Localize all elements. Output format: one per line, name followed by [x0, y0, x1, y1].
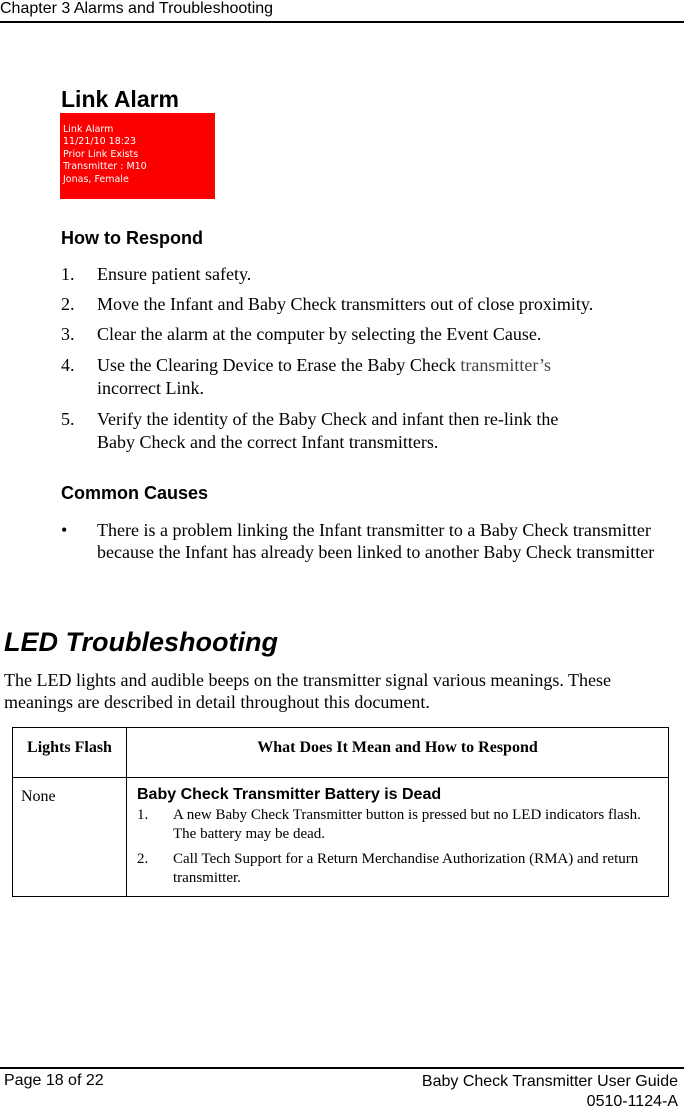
doc-number: 0510-1124-A	[586, 1093, 678, 1110]
alarm-line: 11/21/10 18:23	[63, 136, 137, 148]
table-header-row	[13, 728, 669, 778]
lights-cell: None	[13, 778, 127, 897]
header-rule	[0, 21, 684, 23]
step-number: 2.	[61, 294, 75, 314]
column-header-lights: Lights Flash	[13, 728, 127, 778]
response-step	[137, 806, 660, 844]
step-number: 4.	[61, 355, 75, 375]
step-text-gray: transmitter’s	[460, 355, 552, 375]
step-number: 1.	[137, 807, 149, 823]
step-text: Verify the identity of the Baby Check and infant then re-link the	[97, 409, 559, 429]
how-to-respond-heading: How to Respond	[61, 228, 203, 248]
step-text	[97, 354, 551, 376]
response-step	[137, 850, 660, 888]
response-cell	[127, 778, 669, 897]
step-text: A new Baby Check Transmitter button is pressed but no LED indicators flash. The battery may be dead.	[173, 807, 641, 842]
led-intro-text: The LED lights and audible beeps on the transmitter signal various meanings. These meanings are described in detail throughout this document.	[4, 670, 612, 712]
bullet-icon: •	[61, 520, 68, 540]
step-text: Clear the alarm at the computer by selecting the Event Cause.	[97, 324, 542, 344]
step-number: 1.	[61, 264, 75, 284]
chapter-header: Chapter 3 Alarms and Troubleshooting	[0, 0, 274, 17]
column-header-meaning: What Does It Mean and How to Respond	[127, 728, 669, 778]
step-number: 5.	[61, 409, 75, 429]
led-troubleshooting-heading: LED Troubleshooting	[4, 627, 278, 657]
cause-text: There is a problem linking the Infant transmitter to a Baby Check transmitter because the Infant has already been linked to another Baby Check transmitter	[97, 520, 655, 562]
step-number: 3.	[61, 324, 75, 344]
footer-rule	[0, 1067, 684, 1069]
link-alarm-screen	[60, 113, 215, 199]
response-title: Baby Check Transmitter Battery is Dead	[137, 786, 442, 803]
step-text: Call Tech Support for a Return Merchandise Authorization (RMA) and return transmitter.	[173, 851, 639, 886]
alarm-line: Prior Link Exists	[63, 148, 139, 160]
alarm-line: Jonas, Female	[63, 173, 129, 185]
link-alarm-heading: Link Alarm	[61, 86, 180, 112]
common-causes-heading: Common Causes	[61, 483, 209, 503]
step-text-line2: incorrect Link.	[97, 378, 204, 398]
step-text-main: Use the Clearing Device to Erase the Baby Check	[97, 355, 456, 375]
led-table	[12, 727, 669, 897]
alarm-line: Link Alarm	[63, 124, 114, 135]
alarm-line: Transmitter : M10	[63, 161, 147, 173]
step-text-line2: Baby Check and the correct Infant transmitters.	[97, 432, 439, 452]
step-text: Ensure patient safety.	[97, 264, 252, 284]
step-text: Move the Infant and Baby Check transmitters out of close proximity.	[97, 294, 594, 314]
guide-title: Baby Check Transmitter User Guide	[421, 1073, 678, 1090]
footer-doc-info	[422, 1072, 678, 1112]
table-row	[13, 778, 669, 897]
step-number: 2.	[137, 851, 149, 867]
page-number: Page 18 of 22	[4, 1072, 104, 1089]
